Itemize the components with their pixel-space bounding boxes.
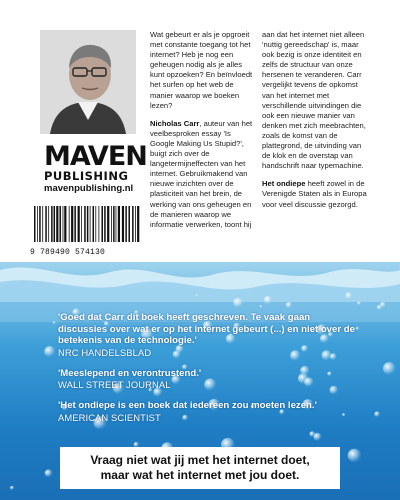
author-photo	[40, 30, 136, 134]
review-quotes	[58, 312, 358, 433]
tagline-line-1: Vraag niet wat jij met het internet doet,	[90, 453, 310, 467]
review-source: WALL STREET JOURNAL	[58, 379, 171, 390]
barcode-bars	[30, 206, 142, 242]
review-source: AMERICAN SCIENTIST	[58, 411, 161, 423]
barcode-bar	[84, 206, 86, 242]
blurb-paragraph: aan dat het internet niet alleen 'nuttig gereedschap' is, maar ook bezig is onze identiteit en zelfs de structuur van onze hersenen te veranderen. Carr vergelijkt tevens de opkomst van het internet met verschillende uitvindingen die ook een nieuwe manier van denken met zich meebrachten, zoals de komst van de plattegrond, de uitvinding van de klok en de overstap van handschrift naar typemachine.	[262, 30, 366, 171]
bubble	[286, 302, 293, 309]
logo-maven-text: MAVEN	[44, 141, 147, 172]
author-portrait-image	[40, 30, 136, 134]
barcode-bar	[42, 206, 43, 242]
book-title: Het ondiepe	[262, 179, 306, 189]
barcode-bar	[125, 206, 127, 242]
barcode-bar	[104, 206, 106, 242]
barcode-bar	[107, 206, 109, 242]
isbn-barcode	[30, 206, 142, 256]
bubble	[10, 486, 14, 490]
barcode-bar	[56, 206, 58, 242]
review-quote: 'Meeslepend en verontrustend.'	[58, 367, 202, 379]
barcode-bar	[113, 206, 115, 242]
blurb-text: , auteur van het veelbesproken essay 'Is Google Making Us Stupid?', buigt zich over de langetermijneffecten van het internet. Gebruikmakend van nieuwe inzichten over de plasticiteit van het brein, de werking van ons geheugen en de manieren waarop we informatie verwerken, toont hij	[150, 118, 253, 229]
barcode-bar	[122, 206, 124, 242]
barcode-bar	[101, 206, 103, 242]
barcode-bar	[59, 206, 61, 242]
review-quote: 'Goed dat Carr dit boek heeft geschreven. Te vaak gaan discussies over wat er op het internet gebeurt (...) en niet over de betekenis van de technologie.'	[58, 312, 355, 346]
barcode-bar	[51, 206, 53, 242]
barcode-bar	[45, 206, 47, 242]
barcode-bar	[74, 206, 76, 242]
publisher-url: mavenpublishing.nl	[44, 183, 134, 194]
barcode-bar	[69, 206, 70, 242]
blurb-paragraph	[150, 119, 255, 230]
author-name: Nicholas Carr	[150, 118, 200, 128]
bubble	[264, 296, 273, 305]
bubble	[44, 346, 55, 357]
review-quote: 'Het ondiepe is een boek dat iedereen zou moeten lezen.'	[58, 400, 317, 411]
barcode-bar	[135, 206, 136, 242]
barcode-bar	[90, 206, 91, 242]
review-source: NRC HANDELSBLAD	[58, 346, 152, 358]
bubble	[383, 362, 396, 375]
bubble	[345, 292, 353, 300]
barcode-bar	[137, 206, 139, 242]
bubble	[260, 305, 263, 308]
barcode-bar	[111, 206, 112, 242]
barcode-bar	[118, 206, 120, 242]
blurb-paragraph	[262, 179, 367, 209]
barcode-bar	[81, 206, 82, 242]
blurb-column-2	[262, 30, 367, 218]
barcode-bar	[63, 206, 64, 242]
barcode-bar	[128, 206, 130, 242]
bubble	[374, 411, 380, 417]
barcode-bar	[95, 206, 96, 242]
barcode-bar	[39, 206, 41, 242]
barcode-bar	[132, 206, 134, 242]
bubble	[348, 449, 362, 463]
logo-publishing-text: PUBLISHING	[44, 169, 129, 183]
barcode-bar	[54, 206, 56, 242]
barcode-bar	[93, 206, 95, 242]
bubble	[313, 433, 321, 441]
barcode-bar	[64, 206, 66, 242]
bubble	[53, 321, 56, 324]
bubble	[377, 305, 382, 310]
barcode-bar	[37, 206, 38, 242]
tagline-line-2: maar wat het internet met jou doet.	[100, 468, 300, 482]
barcode-bar	[34, 206, 36, 242]
barcode-bar	[78, 206, 80, 242]
bubble	[196, 294, 198, 296]
blurb-text: heeft zowel in de Verenigde Staten als in Europa voor veel discussie gezorgd.	[262, 179, 367, 209]
barcode-bar	[116, 206, 117, 242]
bubble	[233, 298, 243, 308]
bubble	[45, 469, 53, 477]
isbn-number: 9 789490 574130	[30, 248, 106, 257]
barcode-bar	[87, 206, 89, 242]
tagline-banner	[60, 447, 340, 489]
blurb-paragraph: Wat gebeurt er als je opgroeit met constante toegang tot het internet? Heb je nog een geheugen nodig als je alles kunt opzoeken? En beïnvloedt het surfen op het web de manier waarop we boeken lezen?	[150, 30, 253, 110]
barcode-bar	[48, 206, 49, 242]
barcode-bar	[71, 206, 73, 242]
publisher-logo	[44, 141, 147, 195]
blurb-column-1	[150, 30, 255, 238]
bubble	[357, 301, 361, 305]
barcode-bar	[98, 206, 99, 242]
